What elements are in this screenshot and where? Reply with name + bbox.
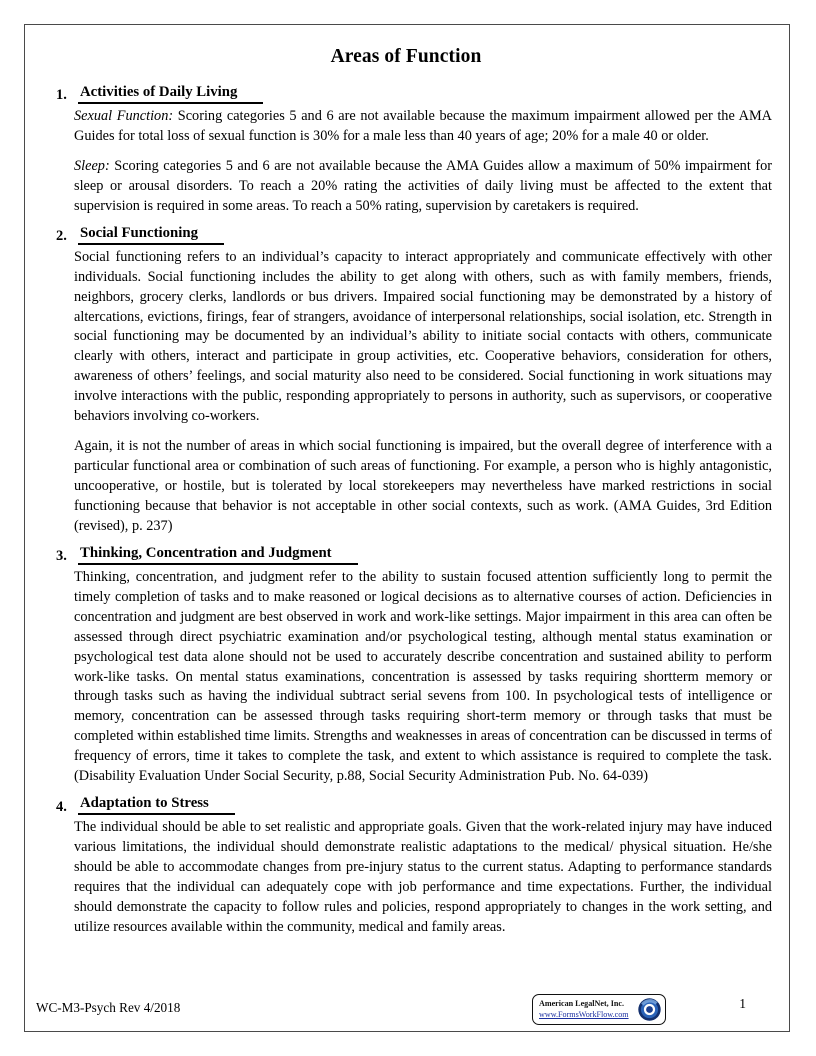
paragraph-text: Scoring categories 5 and 6 are not available because the maximum impairment allowed per the AMA Guides for total loss of sexual function is 30% for a male less than 40 years of age; 20% for a male 40 or older. xyxy=(74,108,773,144)
section-title: Social Functioning xyxy=(78,225,224,245)
page-number: 1 xyxy=(739,996,746,1011)
paragraph xyxy=(36,248,776,427)
paragraph-text: Social functioning refers to an individual’s capacity to interact appropriately and communicate effectively with other individuals. Social functioning includes the ability to get along with others, such as with family members, friends, neighbors, grocery clerks, landlords or bus drivers. Impaired social functioning may be demonstrated by a history of altercations, evictions, firings, fear of strangers, avoidance of interpersonal relationships, social isolation, etc. Strength in social functioning may be documented by an individual’s ability to initiate social contacts with others, communicate clearly with others, interact and participate in group activities, etc. Cooperative behaviors, consideration for others, awareness of others’ feelings, and social maturity also need to be considered. Social functioning in work situations may involve interactions with the public, responding appropriately to persons in authority, such as supervisors, or cooperative behaviors involving co-workers. xyxy=(74,248,772,425)
section-heading xyxy=(36,545,776,565)
badge-company-name: American LegalNet, Inc. xyxy=(539,999,624,1009)
american-legalnet-badge xyxy=(532,994,666,1025)
section-heading xyxy=(36,795,776,815)
section-social-functioning xyxy=(36,225,776,537)
section-heading xyxy=(36,225,776,245)
section-number: 1. xyxy=(56,87,67,104)
paragraph xyxy=(36,568,776,787)
page-title: Areas of Function xyxy=(330,46,482,67)
paragraph-text: Again, it is not the number of areas in which social functioning is impaired, but the overall degree of interference with a particular functional area or combination of such areas of functioning. For example, a person who is highly antagonistic, uncooperative, or hostile, but is tolerated by local storekeepers may nevertheless have marked restrictions in social functioning because that behavior is not acceptable in other social contexts, such as work. (AMA Guides, 3rd Edition (revised), p. 237) xyxy=(74,438,772,534)
paragraph xyxy=(36,107,776,147)
section-activities-of-daily-living xyxy=(36,84,776,217)
page-footer xyxy=(24,992,790,1032)
paragraph xyxy=(36,818,776,938)
paragraph-lead: Sexual Function: xyxy=(74,108,174,125)
section-title: Activities of Daily Living xyxy=(78,84,263,104)
paragraph xyxy=(36,157,776,217)
section-thinking-concentration-judgment xyxy=(36,545,776,787)
section-number: 3. xyxy=(56,548,67,565)
badge-website-link[interactable]: www.FormsWorkFlow.com xyxy=(539,1009,629,1019)
section-title: Adaptation to Stress xyxy=(78,795,235,815)
section-number: 2. xyxy=(56,228,67,245)
badge-text-block xyxy=(536,999,637,1019)
legalnet-globe-icon xyxy=(637,997,662,1022)
page-content xyxy=(24,24,790,1032)
paragraph xyxy=(36,437,776,537)
section-number: 4. xyxy=(56,798,67,815)
paragraph-text: The individual should be able to set realistic and appropriate goals. Given that the work-related injury may have induced various limitations, the individual should demonstrate realistic adaptations to the medical/ physical situation. He/she should be able to accommodate changes from pre-injury status to the current status. Adapting to performance standards requires that the individual can adequately cope with job performance and time expectations. Further, the individual should demonstrate the capacity to follow rules and policies, respond appropriately to changes in the work setting, and utilize resources available within the community, medical and family areas. xyxy=(74,819,772,935)
section-adaptation-to-stress xyxy=(36,795,776,938)
section-title: Thinking, Concentration and Judgment xyxy=(78,545,358,565)
paragraph-lead: Sleep: xyxy=(74,157,110,174)
paragraph-text: Scoring categories 5 and 6 are not available because the AMA Guides allow a maximum of 50% impairment for sleep or arousal disorders. To reach a 20% rating the activities of daily living must be affected to the extent that supervision is required in some areas. To reach a 50% rating, supervision by caretakers is required. xyxy=(74,157,772,214)
paragraph-text: Thinking, concentration, and judgment refer to the ability to sustain focused attention sufficiently long to permit the timely completion of tasks and to make reasoned or logical decisions as to alternative courses of action. Deficiencies in concentration and judgment are best observed in work and work-like settings. Major impairment in this area can often be assessed through direct psychiatric examination and/or psychological testing, although mental status examination or psychological test data alone should not be used to accurately describe concentration and sustained ability to perform work-like tasks. On mental status examinations, concentration is assessed by tasks requiring shortterm memory or through tasks such as having the individual subtract serial sevens from 100. In psychological tests of intelligence or memory, concentration can be assessed through tasks requiring short-term memory or through tasks that must be completed within established time limits. Strengths and weaknesses in areas of concentration can be discussed in terms of frequency of errors, time it takes to complete the task, and extent to which assistance is required to complete the task. (Disability Evaluation Under Social Security, p.88, Social Security Administration Pub. No. 64-039) xyxy=(74,568,772,785)
section-heading xyxy=(36,84,776,104)
form-code: WC-M3-Psych Rev 4/2018 xyxy=(36,1000,181,1015)
